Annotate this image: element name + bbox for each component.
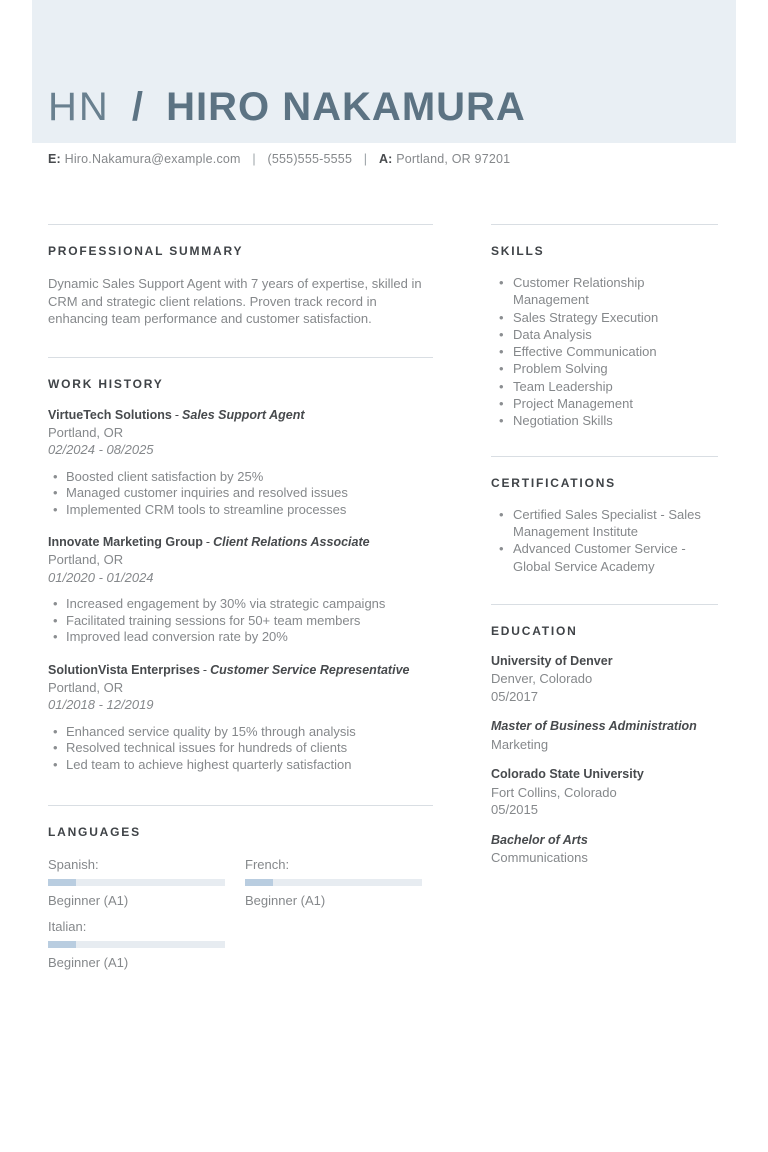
language-progress-track	[48, 941, 225, 948]
job-company: VirtueTech Solutions	[48, 407, 172, 422]
job-bullet-list	[48, 596, 433, 646]
skill-item: • Negotiation Skills	[491, 412, 718, 429]
language-progress-fill	[245, 879, 273, 886]
title-slash-divider: /	[131, 85, 145, 129]
job-bullet: • Implemented CRM tools to streamline processes	[48, 502, 433, 519]
education-location: Fort Collins, Colorado	[491, 784, 617, 800]
content-columns	[48, 224, 720, 980]
language-item	[48, 918, 225, 971]
job-bullet-list	[48, 469, 433, 519]
language-level: Beginner (A1)	[48, 893, 129, 908]
contact-divider: |	[252, 152, 256, 166]
summary-heading: PROFESSIONAL SUMMARY	[48, 244, 244, 258]
certification-item: • Certified Sales Specialist - Sales Management Institute	[491, 506, 718, 541]
job-dates: 02/2024 - 08/2025	[48, 442, 154, 457]
job-company: SolutionVista Enterprises	[48, 662, 200, 677]
language-item	[245, 856, 422, 909]
job-separator: -	[202, 662, 208, 677]
languages-heading: LANGUAGES	[48, 825, 141, 839]
job-title: Customer Service Representative	[210, 662, 410, 677]
education-field: Communications	[491, 850, 588, 866]
education-degree: Bachelor of Arts	[491, 832, 588, 847]
job-title-line	[48, 534, 433, 551]
job-bullet: • Led team to achieve highest quarterly satisfaction	[48, 757, 433, 774]
contact-divider: |	[363, 152, 368, 166]
job-bullet: • Improved lead conversion rate by 20%	[48, 629, 433, 646]
certification-item: • Advanced Customer Service - Global Service Academy	[491, 540, 718, 575]
email-value: Hiro.Nakamura@example.com	[64, 152, 241, 166]
skill-item: • Project Management	[491, 395, 718, 412]
language-item	[48, 856, 225, 909]
education-entry	[491, 832, 718, 867]
language-name: Italian:	[48, 919, 87, 934]
job-title-line	[48, 407, 433, 424]
education-location: Denver, Colorado	[491, 671, 593, 687]
job-separator: -	[205, 535, 211, 549]
education-entry	[491, 653, 718, 706]
right-column	[491, 224, 718, 980]
job-bullet: • Facilitated training sessions for 50+ team members	[48, 613, 433, 630]
education-date: 05/2015	[491, 802, 538, 818]
header-band	[32, 0, 736, 143]
address-label: A:	[378, 152, 393, 166]
job-location: Portland, OR	[48, 424, 124, 440]
education-school: University of Denver	[491, 653, 613, 668]
section-education	[491, 604, 718, 867]
address-value: Portland, OR 97201	[396, 152, 511, 166]
job-bullet-list	[48, 724, 433, 774]
language-level: Beginner (A1)	[48, 955, 129, 970]
skill-item: • Data Analysis	[491, 326, 718, 343]
left-column	[48, 224, 433, 980]
job-location: Portland, OR	[48, 552, 124, 567]
monogram-initials: HN	[48, 85, 110, 129]
education-list	[491, 653, 718, 867]
job-company: Innovate Marketing Group	[48, 535, 203, 549]
education-entry	[491, 718, 718, 753]
job-title-line	[48, 662, 433, 679]
work-history-heading: WORK HISTORY	[48, 376, 164, 391]
section-work-history	[48, 357, 433, 806]
skill-item: • Effective Communication	[491, 343, 718, 360]
skills-heading: SKILLS	[491, 244, 545, 258]
job-entry	[48, 407, 433, 519]
languages-grid	[48, 856, 433, 980]
section-professional-summary	[48, 224, 433, 328]
education-school: Colorado State University	[491, 767, 644, 782]
education-field: Marketing	[491, 736, 549, 752]
job-bullet: • Boosted client satisfaction by 25%	[48, 469, 433, 486]
job-title: Sales Support Agent	[182, 407, 305, 422]
skill-item: • Customer Relationship Management	[491, 274, 718, 309]
job-entry	[48, 662, 433, 774]
section-certifications	[491, 456, 718, 575]
job-bullet: • Increased engagement by 30% via strategic campaigns	[48, 596, 433, 613]
job-bullet: • Enhanced service quality by 15% through analysis	[48, 724, 433, 741]
contact-line	[48, 152, 720, 166]
section-languages	[48, 805, 433, 980]
section-skills	[491, 224, 718, 430]
skill-item: • Team Leadership	[491, 378, 718, 395]
certifications-list	[491, 506, 718, 575]
skills-list	[491, 274, 718, 430]
education-heading: EDUCATION	[491, 623, 578, 638]
education-date: 05/2017	[491, 688, 538, 704]
page-title	[32, 87, 526, 143]
language-name: Spanish:	[48, 857, 99, 872]
certifications-heading: CERTIFICATIONS	[491, 475, 616, 490]
candidate-name: HIRO NAKAMURA	[166, 85, 526, 129]
work-history-list	[48, 407, 433, 806]
job-dates: 01/2018 - 12/2019	[48, 697, 154, 712]
summary-text: Dynamic Sales Support Agent with 7 years of expertise, skilled in CRM and strategic client relations. Proven track record in enhancing team performance and customer satisfaction.	[48, 276, 422, 326]
skill-item: • Sales Strategy Execution	[491, 309, 718, 326]
job-location: Portland, OR	[48, 679, 124, 695]
job-bullet: • Managed customer inquiries and resolved issues	[48, 485, 433, 502]
skill-item: • Problem Solving	[491, 360, 718, 377]
job-entry	[48, 534, 433, 646]
language-progress-track	[48, 879, 225, 886]
job-separator: -	[174, 407, 180, 422]
job-title: Client Relations Associate	[213, 535, 370, 549]
language-progress-track	[245, 879, 422, 886]
language-level: Beginner (A1)	[245, 893, 326, 908]
job-bullet: • Resolved technical issues for hundreds of clients	[48, 740, 433, 757]
language-progress-fill	[48, 879, 76, 886]
phone-value: (555)555-5555	[267, 152, 353, 166]
language-progress-fill	[48, 941, 76, 948]
language-name: French:	[245, 857, 290, 872]
email-label: E:	[48, 152, 61, 166]
education-degree: Master of Business Administration	[491, 719, 697, 734]
job-dates: 01/2020 - 01/2024	[48, 569, 154, 585]
education-entry	[491, 766, 718, 819]
